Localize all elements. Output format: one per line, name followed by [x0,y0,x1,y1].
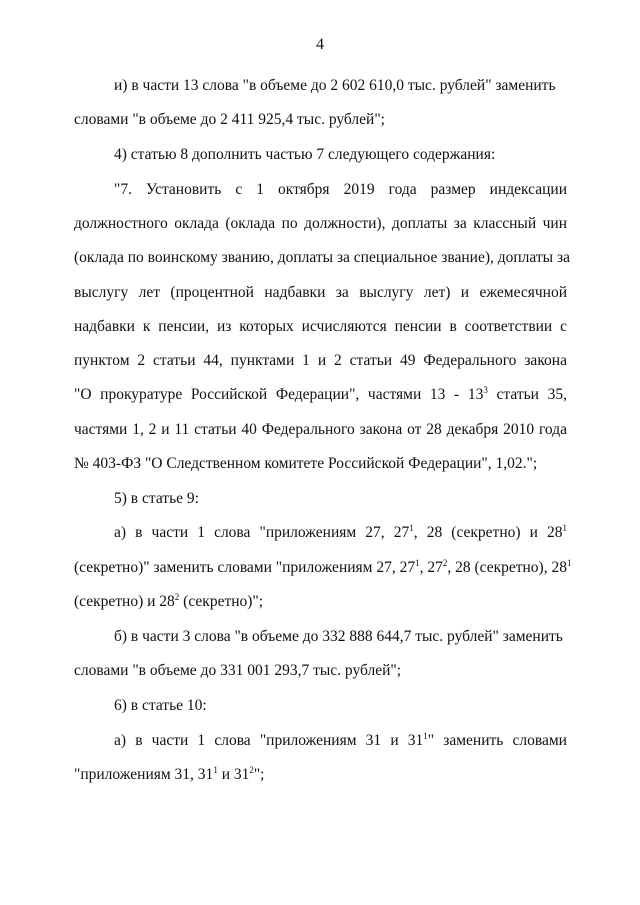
superscript: 2 [174,592,180,602]
text-line: словами "в объеме до 331 001 293,7 тыс. рублей"; [74,662,402,679]
text-line [74,558,572,578]
text-segment: (секретно) и 28 [74,593,175,610]
superscript: 1 [213,765,218,775]
text-line: 6) в статье 10: [114,697,207,714]
text-segment: статьи 35, [487,386,567,403]
text-line: должностного оклада (оклада по должности), доплаты за классный чин [74,215,567,232]
text-line: выслугу лет (процентной надбавки за выслугу лет) и ежемесячной [74,284,567,301]
text-segment: (секретно)"; [179,593,264,610]
text-segment: , 28 (секретно), 28 [447,559,567,576]
superscript: 1 [562,523,567,533]
text-segment: а) в части 1 слова "приложениям 27, 27 [114,524,410,541]
superscript: 1 [566,558,572,568]
text-line [74,765,567,785]
text-line: № 403-ФЗ "О Следственном комитете Российской Федерации", 1,02."; [74,455,538,472]
text-line [114,523,567,543]
text-line: б) в части 3 слова "в объеме до 332 888 644,7 тыс. рублей" заменить [114,628,563,645]
text-line [74,385,567,405]
text-segment: , 27 [419,559,443,576]
text-segment: "; [253,766,265,783]
superscript: 2 [442,558,448,568]
text-segment: (секретно)" заменить словами "приложениям 27, 27 [74,559,416,576]
text-line: словами "в объеме до 2 411 925,4 тыс. рублей"; [74,111,385,128]
text-segment: а) в части 1 слова "приложениям 31 и 31 [114,732,424,749]
text-line [74,592,567,612]
text-segment: , 28 (секретно) и 28 [413,524,563,541]
text-line: (оклада по воинскому званию, доплаты за специальное звание), доплаты за [74,249,570,266]
text-line: надбавки к пенсии, из которых исчисляются пенсии в соответствии с [74,318,567,335]
superscript: 1 [409,523,414,533]
superscript: 1 [423,731,428,741]
text-line [114,731,567,751]
text-segment: и 31 [217,766,250,783]
text-line: и) в части 13 слова "в объеме до 2 602 610,0 тыс. рублей" заменить [114,77,556,94]
text-line: 5) в статье 9: [114,490,199,507]
text-line: частями 1, 2 и 11 статьи 40 Федерального закона от 28 декабря 2010 года [74,421,567,438]
page-number: 4 [316,36,324,53]
superscript: 2 [249,765,254,775]
text-segment: " заменить словами [427,732,567,749]
text-segment: "О прокуратуре Российской Федерации", частями 13 - 13 [74,386,484,403]
superscript: 1 [415,558,420,568]
text-line: пунктом 2 статьи 44, пунктами 1 и 2 статьи 49 Федерального закона [74,352,567,369]
superscript: 3 [483,385,488,395]
text-line: "7. Установить с 1 октября 2019 года размер индексации [114,181,567,198]
text-segment: "приложениям 31, 31 [74,766,214,783]
text-line: 4) статью 8 дополнить частью 7 следующего содержания: [114,146,496,163]
